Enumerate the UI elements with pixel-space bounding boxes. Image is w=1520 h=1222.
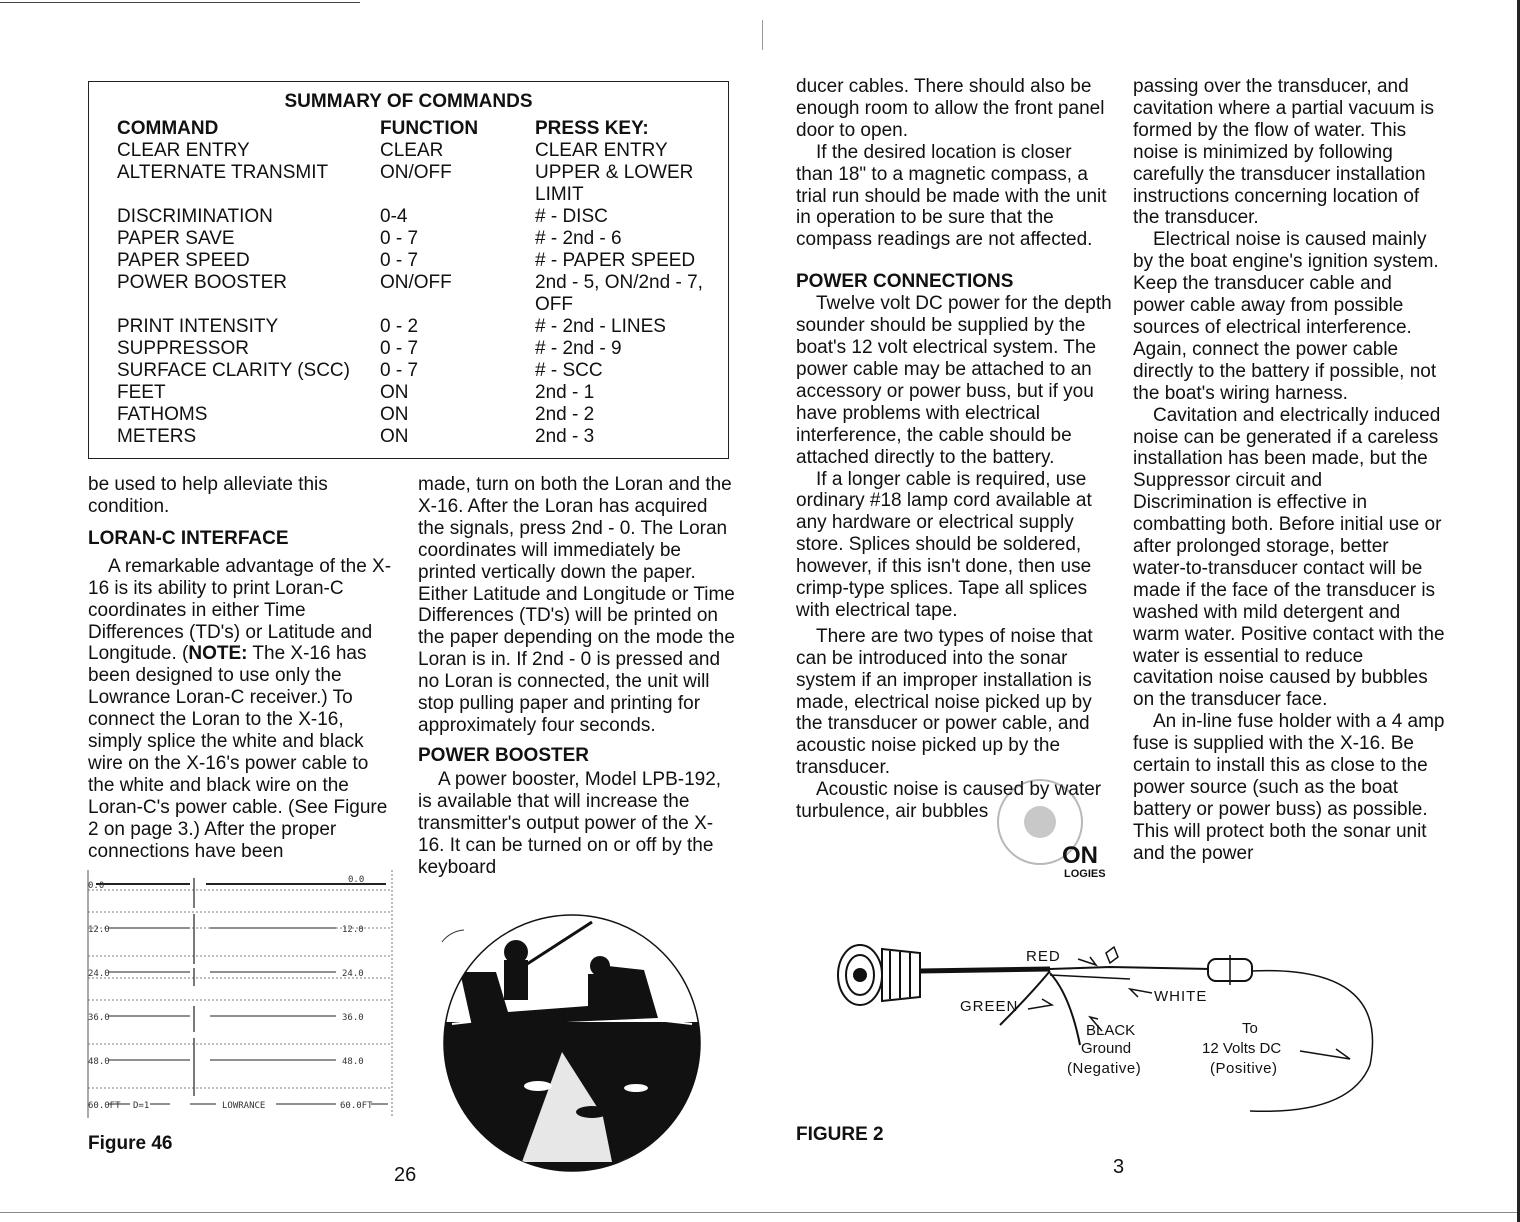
header-function: FUNCTION (380, 118, 479, 139)
figure-2-label: FIGURE 2 (796, 1124, 884, 1145)
figure-46-label: Figure 46 (88, 1133, 173, 1154)
cell-press-key: # - 2nd - LINES (535, 316, 666, 337)
paragraph: made, turn on both the Loran and the X-16. After the Loran has acquired the signals, press 2nd - 0. The Loran coordinates will immediately be printed vertically down the paper. Either Latitude and Longitude or Time Differences (TD's) will be printed on the paper depending on the mode the Loran is in. If 2nd - 0 is pressed and no Loran is connected, the unit will stop pulling paper and printing for approximately four seconds. (418, 474, 735, 736)
cell-press-key: # - DISC (535, 206, 608, 227)
paragraph: Electrical noise is caused mainly by the boat engine's ignition system. Keep the transducer cable and power cable away from possible sources of electrical interference. Again, connect the power cable directly to the battery if possible, not the boat's wiring harness. (1133, 229, 1439, 404)
chart-left-label-3: 36.0 (88, 1013, 110, 1023)
chart-right-label-0: 0.0 (348, 875, 365, 885)
top-rule-left (0, 2, 360, 3)
wire-label-red: RED (1026, 948, 1061, 965)
chart-right-label-3: 36.0 (342, 1013, 364, 1023)
paragraph: Cavitation and electrically induced noise can be generated if a careless installation has been made, but the Suppressor circuit and Discrimination is effective in combatting both. Before initial use or after prolonged storage, better water-to-transducer contact will be made if the face of the transducer is washed with mild detergent and warm water. Positive contact with the water is essential to reduce cavitation noise caused by bubbles on the transducer face. (1133, 404, 1445, 711)
note-label: NOTE: (188, 643, 248, 665)
cell-function: ON (380, 382, 409, 403)
cell-function: 0-4 (380, 206, 408, 227)
cell-function: 0 - 2 (380, 316, 419, 337)
cell-function: CLEAR (380, 140, 444, 161)
left-page-number: 26 (394, 1164, 417, 1186)
watermark-text: ON (1062, 842, 1098, 869)
wire-label-negative: (Negative) (1067, 1060, 1142, 1077)
cell-press-key: 2nd - 5, ON/2nd - 7, OFF (535, 272, 703, 315)
power-booster-heading: POWER BOOSTER (418, 744, 590, 766)
wire-label-to: To (1242, 1020, 1258, 1037)
fishing-boat-logo (412, 912, 732, 1174)
header-command: COMMAND (117, 118, 219, 139)
summary-of-commands-table (88, 81, 729, 459)
cell-function: 0 - 7 (380, 338, 419, 359)
chart-left-label-4: 48.0 (88, 1057, 110, 1067)
right-page-number: 3 (1113, 1156, 1125, 1178)
loran-text-before-note: A remarkable advantage of the X-16 is its ability to print Loran-C coordinates in either Time Differences (TD's) or Latitude and Longitude. ( (88, 555, 392, 665)
cell-press-key: 2nd - 2 (535, 404, 595, 425)
chart-footer-brand: LOWRANCE (222, 1101, 266, 1111)
cell-function: ON/OFF (380, 162, 452, 183)
header-press-key: PRESS KEY: (535, 118, 649, 139)
chart-right-label-2: 24.0 (342, 969, 364, 979)
cell-function: ON/OFF (380, 272, 452, 293)
cell-command: FATHOMS (117, 404, 208, 425)
paragraph: Acoustic noise is caused by water turbulence, air bubbles (796, 779, 1102, 823)
wire-label-positive: (Positive) (1210, 1060, 1278, 1077)
loran-paragraph (88, 556, 398, 863)
cell-command: SUPPRESSOR (117, 338, 249, 359)
chart-left-label-5: 60.0FT (88, 1101, 121, 1111)
power-plug-connector (838, 945, 920, 1005)
cell-command: POWER BOOSTER (117, 272, 287, 293)
chart-left-label-2: 24.0 (88, 969, 110, 979)
cell-function: ON (380, 404, 409, 425)
bottom-rule (0, 1212, 1520, 1213)
cell-command: PAPER SPEED (117, 250, 250, 271)
paragraph: be used to help alleviate this condition. (88, 474, 328, 517)
paragraph: There are two types of noise that can be introduced into the sonar system if an improper installation is made, electrical noise picked up by the transducer or power cable, and acoustic noise picked up by the transducer. (796, 625, 1093, 779)
power-connections-heading: POWER CONNECTIONS (796, 271, 1014, 293)
center-fold-line (762, 20, 763, 50)
watermark-stamp (978, 764, 1110, 888)
cell-command: METERS (117, 426, 197, 447)
cell-press-key: 2nd - 3 (535, 426, 595, 447)
figure-46-chart-printout (86, 868, 398, 1128)
cell-function: 0 - 7 (380, 228, 419, 249)
loran-c-heading: LORAN-C INTERFACE (88, 527, 289, 549)
chart-left-label-0: 0.0 (88, 881, 105, 891)
wire-label-black: BLACK (1086, 1022, 1136, 1039)
right-page-column-1 (796, 76, 1112, 823)
summary-title: SUMMARY OF COMMANDS (284, 91, 533, 112)
paragraph: passing over the transducer, and cavitation where a partial vacuum is formed by the flow of water. This noise is minimized by following carefully the transducer installation instructions concerning location of the transducer. (1133, 76, 1434, 229)
cell-press-key: # - 2nd - 9 (535, 338, 622, 359)
left-page-column-1 (88, 474, 398, 863)
cell-command: ALTERNATE TRANSMIT (117, 162, 329, 183)
chart-right-label-4: 48.0 (342, 1057, 364, 1067)
paragraph: A power booster, Model LPB-192, is available that will increase the transmitter's output power of the X-16. It can be turned on or off by the keyboard (418, 768, 722, 878)
chart-right-label-1: 12.0 (342, 925, 364, 935)
cell-press-key: # - SCC (535, 360, 603, 381)
paragraph: ducer cables. There should also be enough room to allow the front panel door to open. (796, 76, 1105, 141)
cell-press-key: 2nd - 1 (535, 382, 595, 403)
cell-function: 0 - 7 (380, 250, 419, 271)
wire-label-volts: 12 Volts DC (1202, 1040, 1282, 1057)
watermark-subtext: LOGIES (1064, 868, 1106, 880)
cell-press-key: UPPER & LOWER LIMIT (535, 162, 694, 205)
cell-command: FEET (117, 382, 166, 403)
cell-press-key: CLEAR ENTRY (535, 140, 668, 161)
paragraph: If the desired location is closer than 18" to a magnetic compass, a trial run should be made with the unit in operation to be sure that the compass readings are not affected. (796, 141, 1107, 251)
cell-function: ON (380, 426, 409, 447)
paragraph: Twelve volt DC power for the depth sounder should be supplied by the boat's 12 volt electrical system. The power cable may be attached to an accessory or power buss, but if you have problems with electrical interference, the cable should be attached directly to the battery. (796, 293, 1112, 468)
wire-label-white: WHITE (1154, 988, 1208, 1005)
chart-footer-d: D=1 (133, 1101, 150, 1111)
wire-label-ground: Ground (1081, 1040, 1132, 1057)
paragraph: If a longer cable is required, use ordinary #18 lamp cord available at any hardware or electrical supply store. Splices should be soldered, however, if this isn't done, then use crimp-type splices. Tape all splices with electrical tape. (796, 468, 1092, 621)
loran-text-after-note: The X-16 has been designed to use only the Lowrance Loran-C receiver.) To connect the Loran to the X-16, simply splice the white and black wire on the X-16's power cable to the white and black wire on the Loran-C's power cable. (See Figure 2 on page 3.) After the proper connections have been (88, 643, 388, 862)
paragraph: An in-line fuse holder with a 4 amp fuse is supplied with the X-16. Be certain to install this as close to the power source (such as the boat battery or power buss) as possible. This will protect both the sonar unit and the power (1133, 711, 1445, 864)
wire-label-green: GREEN (960, 998, 1019, 1015)
cell-command: PAPER SAVE (117, 228, 235, 249)
left-page-column-2 (418, 474, 738, 878)
cell-press-key: # - 2nd - 6 (535, 228, 622, 249)
cell-command: PRINT INTENSITY (117, 316, 279, 337)
chart-left-label-1: 12.0 (88, 925, 110, 935)
cell-press-key: # - PAPER SPEED (535, 250, 696, 271)
cell-command: SURFACE CLARITY (SCC) (117, 360, 350, 381)
right-page-column-2 (1133, 76, 1445, 865)
chart-right-label-5: 60.0FT (340, 1101, 373, 1111)
cell-command: DISCRIMINATION (117, 206, 273, 227)
cell-command: CLEAR ENTRY (117, 140, 250, 161)
cell-function: 0 - 7 (380, 360, 419, 381)
